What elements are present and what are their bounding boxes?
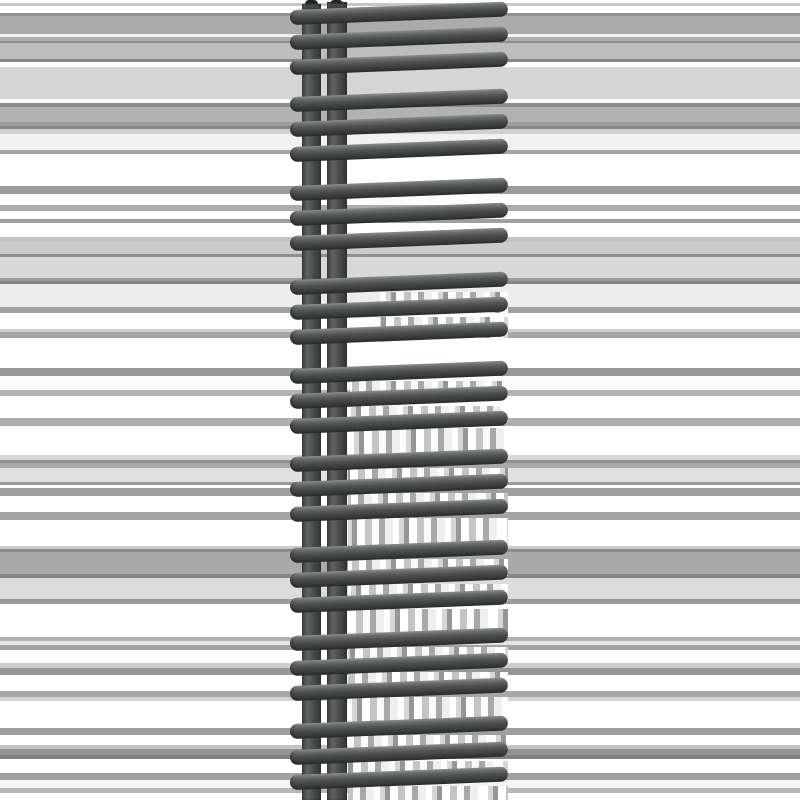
bar-end-cap (492, 227, 509, 243)
bar-end-cap (492, 177, 509, 193)
bar-end-cap (492, 1, 509, 17)
bar-end-cap (492, 296, 509, 312)
bar-end-cap (492, 677, 509, 693)
bar-end-cap (492, 741, 509, 757)
bar-end-cap (492, 473, 509, 489)
bar-end-cap (492, 138, 509, 154)
bar-end-cap (492, 360, 509, 376)
bar-end-cap (492, 564, 509, 580)
glitch-patch (348, 786, 508, 800)
valve-fitting-bottom (322, 739, 356, 752)
bar-end-cap (492, 498, 509, 514)
bar-end-cap (492, 766, 509, 782)
bar-end-cap (492, 448, 509, 464)
bar-end-cap (492, 321, 509, 337)
bar-end-cap (492, 113, 509, 129)
background-stripe (0, 338, 800, 368)
bar-end-cap (492, 88, 509, 104)
bar-end-cap (492, 715, 509, 731)
bar-end-cap (492, 539, 509, 555)
bar-end-cap (492, 271, 509, 287)
bar-end-cap (492, 627, 509, 643)
bar-end-cap (492, 26, 509, 42)
bar-end-cap (492, 410, 509, 426)
valve-fitting-top (320, 45, 354, 57)
bar-end-cap (492, 51, 509, 67)
bar-end-cap (492, 385, 509, 401)
bar-end-cap (492, 202, 509, 218)
bar-end-cap (492, 652, 509, 668)
bar-end-cap (492, 589, 509, 605)
